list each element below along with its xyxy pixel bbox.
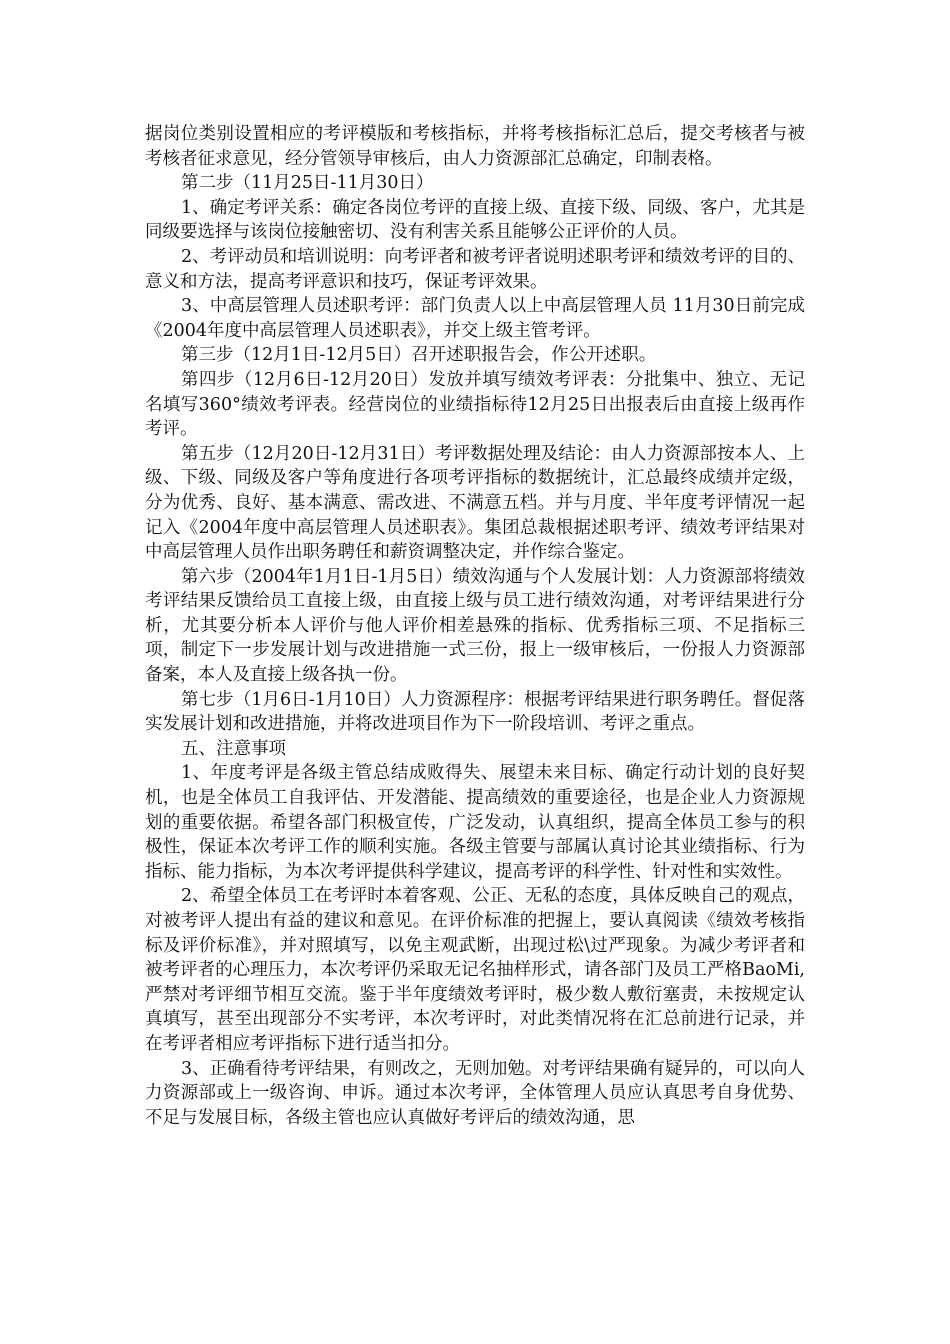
section-heading: 五、注意事项 <box>181 738 286 759</box>
paragraph: 2、希望全体员工在考评时本着客观、公正、无私的态度，具体反映自己的观点，对被考评人提出有益的建议和意见。在评价标准的把握上，要认真阅读《绩效考核指标及评价标准》，并对照填写，以免主观武断，出现过松\过严现象。为减少考评者和被考评者的心理压力，本次考评仍采取无记名抽样形式，请各部门及员工严格BaoMi,严禁对考评细节相互交流。鉴于半年度绩效考评时，极少数人敷衍塞责，未按规定认真填写，甚至出现部分不实考评，本次考评时，对此类情况将在汇总前进行记录，并在考评者相应考评指标下进行适当扣分。 <box>145 886 805 1054</box>
paragraph: 第三步（12月1日-12月5日）召开述职报告会，作公开述职。 <box>181 345 657 366</box>
paragraph: 第六步（2004年1月1日-1月5日）绩效沟通与个人发展计划：人力资源部将绩效考评结果反馈给员工直接上级，由直接上级与员工进行绩效沟通，对考评结果进行分析，尤其要分析本人评价与他人评价相差悬殊的指标、优秀指标三项、不足指标三项，制定下一步发展计划与改进措施一式三份，报上一级审核后，一份报人力资源部备案，本人及直接上级各执一份。 <box>145 566 805 686</box>
paragraph: 3、中高层管理人员述职考评：部门负责人以上中高层管理人员 11月30日前完成《2004年度中高层管理人员述职表》，并交上级主管考评。 <box>145 296 805 341</box>
paragraph: 第五步（12月20日-12月31日）考评数据处理及结论：由人力资源部按本人、上级、下级、同级及客户等角度进行各项考评指标的数据统计，汇总最终成绩并定级，分为优秀、良好、基本满意、需改进、不满意五档。并与月度、半年度考评情况一起记入《2004年度中高层管理人员述职表》。集团总裁根据述职考评、绩效考评结果对中高层管理人员作出职务聘任和薪资调整决定，并作综合鉴定。 <box>145 443 805 563</box>
paragraph: 第四步（12月6日-12月20日）发放并填写绩效考评表：分批集中、独立、无记名填写360°绩效考评表。经营岗位的业绩指标待12月25日出报表后由直接上级再作考评。 <box>145 369 805 440</box>
paragraph: 3、正确看待考评结果，有则改之，无则加勉。对考评结果确有疑异的，可以向人力资源部或上一级咨询、申诉。通过本次考评，全体管理人员应认真思考自身优势、不足与发展目标，各级主管也应认真做好考评后的绩效沟通，思 <box>145 1058 805 1128</box>
step-two-heading: 第二步（11月25日-11月30日） <box>181 173 434 194</box>
paragraph: 1、确定考评关系：确定各岗位考评的直接上级、直接下级、同级、客户，尤其是同级要选择与该岗位接触密切、没有利害关系且能够公正评价的人员。 <box>145 197 805 243</box>
paragraph: 2、考评动员和培训说明：向考评者和被考评者说明述职考评和绩效考评的目的、意义和方法，提高考评意识和技巧，保证考评效果。 <box>145 246 805 292</box>
paragraph: 1、年度考评是各级主管总结成败得失、展望未来目标、确定行动计划的良好契机，也是全体员工自我评估、开发潜能、提高绩效的重要途径，也是企业人力资源规划的重要依据。希望各部门积极宣传，广泛发动，认真组织，提高全体员工参与的积极性，保证本次考评工作的顺利实施。各级主管要与部属认真讨论其业绩指标、行为指标、能力指标，为本次考评提供科学建议，提高考评的科学性、针对性和实效性。 <box>145 763 805 882</box>
paragraph: 据岗位类别设置相应的考评模版和考核指标，并将考核指标汇总后，提交考核者与被考核者征求意见，经分管领导审核后，由人力资源部汇总确定，印制表格。 <box>145 124 805 169</box>
document-body <box>145 122 805 1130</box>
paragraph: 第七步（1月6日-1月10日）人力资源程序：根据考评结果进行职务聘任。督促落实发展计划和改进措施，并将改进项目作为下一阶段培训、考评之重点。 <box>145 689 805 735</box>
